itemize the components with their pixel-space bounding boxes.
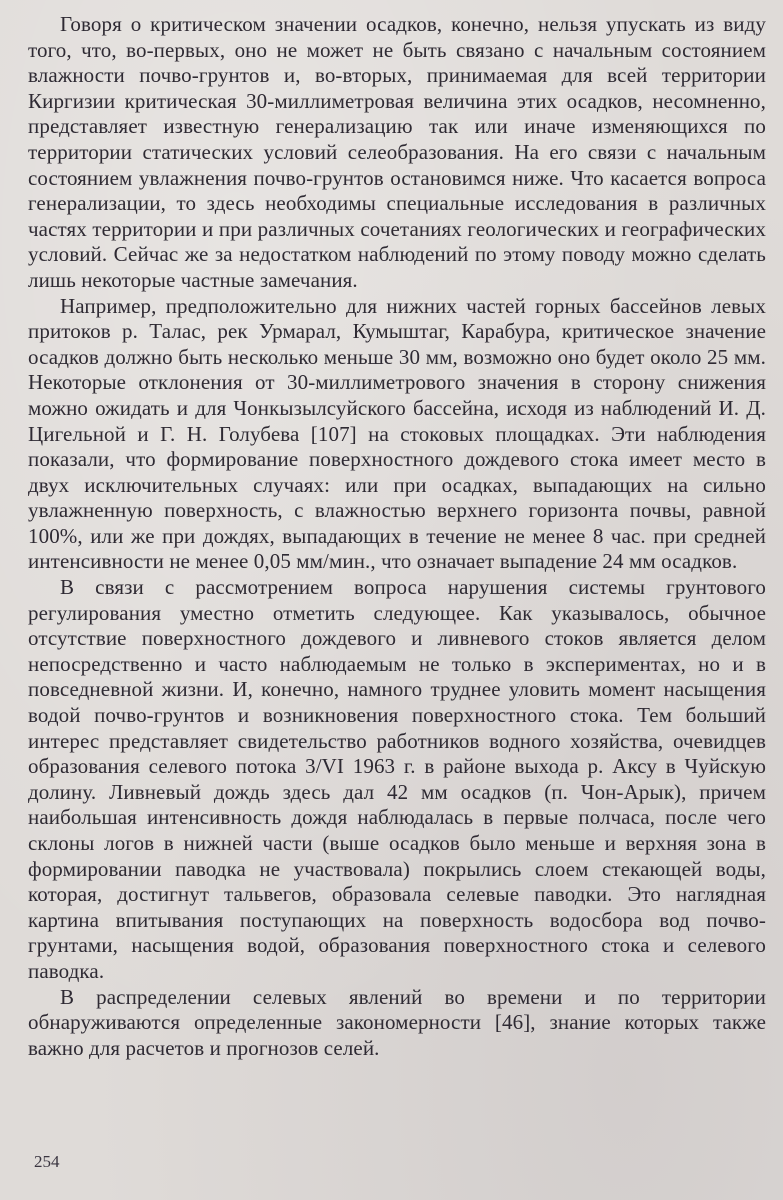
paragraph: В распределении селевых явлений во времени и по территории обнаруживаются определенные закономерности [46], знание которых также важно для расчетов и прогнозов селей. xyxy=(28,984,766,1060)
page-number: 254 xyxy=(34,1152,60,1171)
paragraph: Говоря о критическом значении осадков, конечно, нельзя упускать из виду того, что, во-первых, оно не может не быть связано с начальным состоянием влажности почво-грунтов и, во-вторых, принимаемая для всей территории Киргизии критическая 30-миллиметровая величина этих осадков, несомненно, представляет известную генерализацию так или иначе изменяющихся по территории статических условий селеобразования. На его связи с начальным состоянием увлажнения почво-грунтов остановимся ниже. Что касается вопроса генерализации, то здесь необходимы специальные исследования в различных частях территории и при различных сочетаниях геологических и географических условий. Сейчас же за недостатком наблюдений по этому поводу можно сделать лишь некоторые частные замечания. xyxy=(28,12,766,292)
paragraph: Например, предположительно для нижних частей горных бассейнов левых притоков р. Талас, рек Урмарал, Кумыштаг, Карабура, критическое значение осадков должно быть несколько меньше 30 мм, возможно оно будет около 25 мм. Некоторые отклонения от 30-миллиметрового значения в сторону снижения можно ожидать и для Чонкызылсуйского бассейна, исходя из наблюдений И. Д. Цигельной и Г. Н. Голубева [107] на стоковых площадках. Эти наблюдения показали, что формирование поверхностного дождевого стока имеет место в двух исключительных случаях: или при осадках, выпадающих на сильно увлажненную поверхность, с влажностью верхнего горизонта почвы, равной 100%, или же при дождях, выпадающих в течение не менее 8 час. при средней интенсивности не менее 0,05 мм/мин., что означает выпадение 24 мм осадков. xyxy=(28,293,766,574)
paragraph: В связи с рассмотрением вопроса нарушения системы грунтового регулирования уместно отметить следующее. Как указывалось, обычное отсутствие поверхностного дождевого и ливневого стоков является делом непосредственно и часто наблюдаемым не только в экспериментах, но и в повседневной жизни. И, конечно, намного труднее уловить момент насыщения водой почво-грунтов и возникновения поверхностного стока. Тем больший интерес представляет свидетельство работников водного хозяйства, очевидцев образования селевого потока 3/VI 1963 г. в районе выхода р. Аксу в Чуйскую долину. Ливневый дождь здесь дал 42 мм осадков (п. Чон-Арык), причем наибольшая интенсивность дождя наблюдалась в первые полчаса, после чего склоны логов в нижней части (выше осадков было меньше и верхняя зона в формировании паводка не участвовала) покрылись слоем стекающей воды, которая, достигнут тальвегов, образовала селевые паводки. Это наглядная картина впитывания поступающих на поверхность водосбора вод почво-грунтами, насыщения водой, образования поверхностного стока и селевого паводка. xyxy=(28,575,766,983)
body-text xyxy=(28,12,766,1061)
